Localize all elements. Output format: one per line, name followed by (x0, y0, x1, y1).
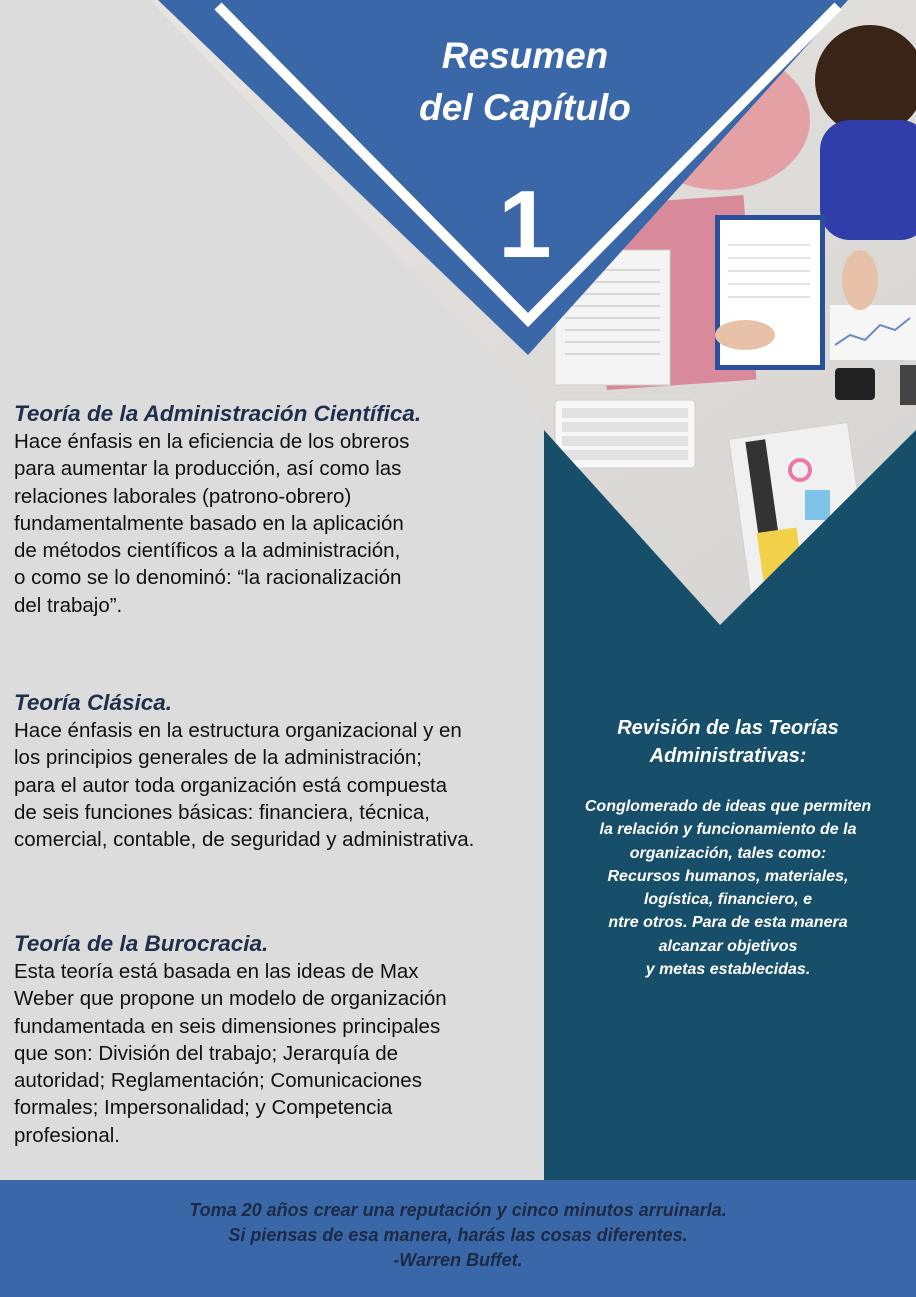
section-scientific-administration (14, 400, 534, 619)
section-body: Hace énfasis en la eficiencia de los obreros para aumentar la producción, así como las relaciones laborales (patrono-obrero) fundamentalmente basado en la aplicación de métodos científicos a la administración, o como se lo denominó: “la racionalización del trabajo”. (14, 430, 410, 617)
section-bureaucracy-theory (14, 930, 534, 1149)
chapter-number: 1 (498, 171, 552, 278)
review-title: Revisión de las Teorías Administrativas: (617, 717, 839, 767)
section-title: Teoría de la Administración Científica. (14, 401, 422, 426)
section-title: Teoría de la Burocracia. (14, 931, 269, 956)
section-classical-theory (14, 689, 534, 853)
chapter-summary-title (360, 30, 690, 134)
footer-quote: Toma 20 años crear una reputación y cinco minutos arruinarla. Si piensas de esa manera, harás las cosas diferentes. -Warren Buffet. (189, 1200, 727, 1270)
section-body: Hace énfasis en la estructura organizacional y en los principios generales de la administración; para el autor toda organización está compuesta de seis funciones básicas: financiera, técnica, comercial, contable, de seguridad y administrativa. (14, 719, 475, 852)
review-body: Conglomerado de ideas que permiten la relación y funcionamiento de la organización, tales como: Recursos humanos, materiales, logística, financiero, e ntre otros. Para de esta manera alcanzar objetivos y metas establecidas. (584, 798, 872, 979)
title-line-1: Resumen (441, 35, 609, 76)
section-body: Esta teoría está basada en las ideas de Max Weber que propone un modelo de organización fundamentada en seis dimensiones principales que son: División del trabajo; Jerarquía de autoridad; Reglamentación; Comunicaciones formales; Impersonalidad; y Competencia profesional. (14, 960, 447, 1147)
title-line-2: del Capítulo (419, 87, 631, 128)
section-title: Teoría Clásica. (14, 690, 172, 715)
